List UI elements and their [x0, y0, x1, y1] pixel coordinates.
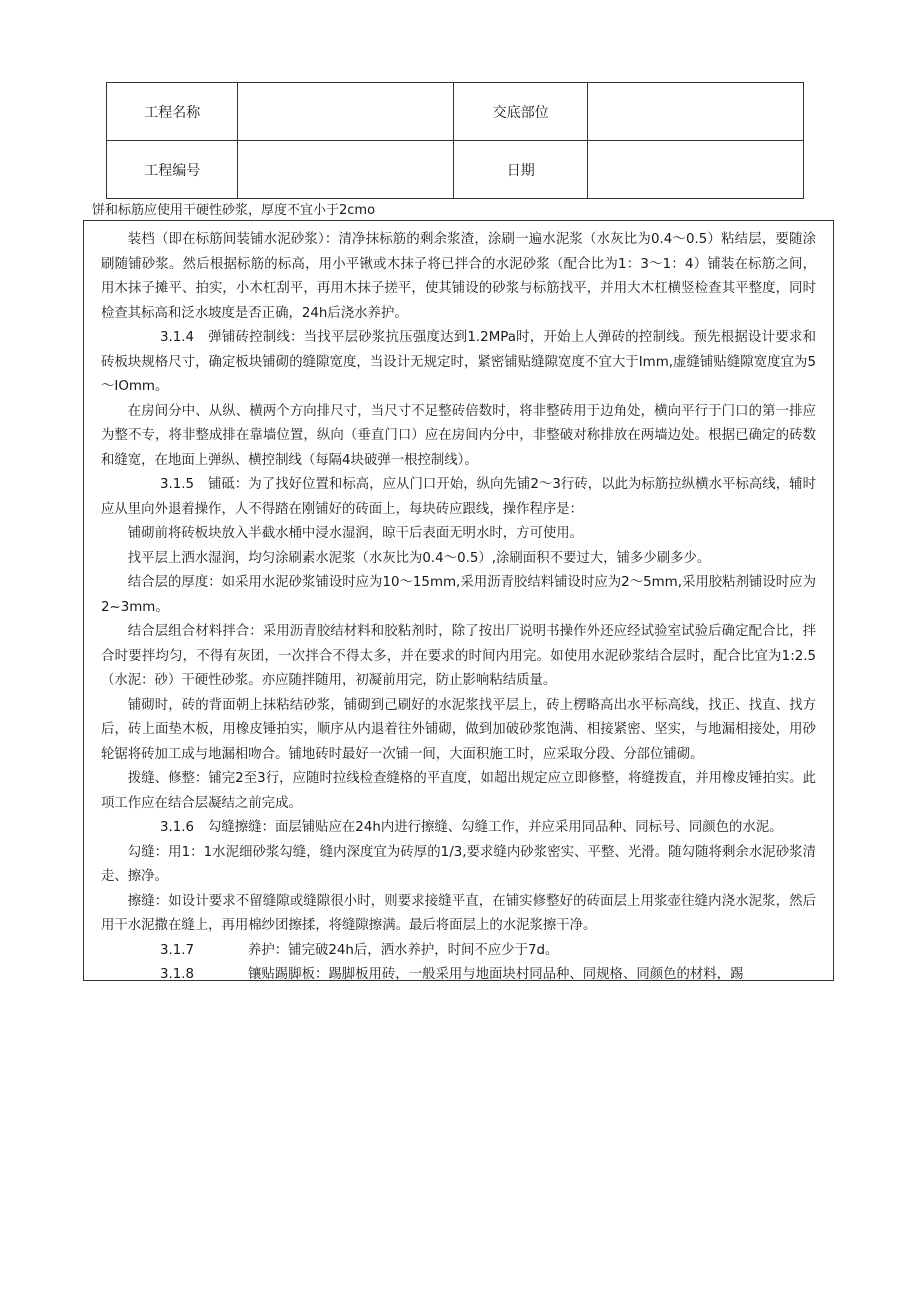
paragraph-text: 养护：铺完破24h后，洒水养护，时间不应少于7d。: [248, 942, 559, 958]
paragraph-text: 拨缝、修整：铺完2至3行，应随时拉线检查缝格的平直度，如超出规定应立即修整，将缝拨直，并用橡皮锤拍实。此项工作应在结合层凝结之前完成。: [101, 771, 816, 811]
paragraph: [101, 767, 816, 816]
paragraph: [101, 816, 816, 841]
header-row-1: [107, 83, 804, 141]
handover-part-label: 交底部位: [454, 83, 587, 141]
paragraph: [101, 841, 816, 890]
date-label: 日期: [454, 141, 587, 199]
paragraph: [101, 571, 816, 620]
paragraph-text: 铺砌前将砖板块放入半截水桶中浸水湿润，晾干后表面无明水时，方可使用。: [127, 526, 584, 541]
paragraph-text: 结合层组合材料拌合：采用沥青胶结材料和胶粘剂时，除了按出厂说明书操作外还应经试验室试验后确定配合比，拌合时要拌均匀，不得有灰团，一次拌合不得太多，并在要求的时间内用完。如使用水泥砂浆结合层时，配合比宜为1:2.5（水泥：砂）干硬性砂浆。亦应随拌随用，初凝前用完，防止影响粘结质量。: [101, 624, 816, 688]
paragraph-text: 装档（即在标筋间装铺水泥砂浆）：清净抹标筋的剩余浆渣，涂刷一遍水泥浆（水灰比为0.4～0.5）粘结层，要随涂刷随铺砂浆。然后根据标筋的标高，用小平锹或木抹子将已拌合的水泥砂浆（配合比为1：3～1：4）铺装在标筋之间，用木抹子摊平、拍实，小木杠刮平，再用木抹子搓平，使其铺设的砂浆与标筋找平，并用大木杠横竖检查其平整度，同时检查其标高和泛水坡度是否正确，24h后浇水养护。: [101, 232, 816, 321]
section-number: 3.1.6: [159, 820, 195, 835]
project-number-value: [238, 141, 454, 199]
date-value: [587, 141, 803, 199]
paragraph-text: 擦缝：如设计要求不留缝隙或缝隙很小时，则要求接缝平直，在铺实修整好的砖面层上用浆壶往缝内浇水泥浆，然后用干水泥撒在缝上，再用棉纱团擦揉，将缝隙擦满。最后将面层上的水泥浆擦干净。: [101, 893, 816, 933]
paragraph: [101, 400, 816, 474]
section-number: 3.1.5: [159, 477, 195, 492]
paragraph-text: 找平层上洒水湿润，均匀涂刷素水泥浆（水灰比为0.4～0.5）,涂刷面积不要过大，铺多少刷多少。: [127, 550, 711, 566]
project-name-label: 工程名称: [107, 83, 238, 141]
paragraph: [101, 547, 816, 572]
project-number-label: 工程编号: [107, 141, 238, 199]
content-box: [83, 220, 834, 981]
paragraph: [101, 228, 816, 326]
paragraph: [101, 620, 816, 694]
paragraph: [101, 963, 816, 988]
paragraph: [101, 522, 816, 547]
section-number: 3.1.8: [159, 967, 195, 982]
paragraph-text: 铺砌时，砖的背面朝上抹粘结砂浆，铺砌到己刷好的水泥浆找平层上，砖上楞略高出水平标高线，找正、找直、找方后，砖上面垫木板，用橡皮锤拍实，顺序从内退着往外铺砌，做到加破砂浆饱满、相接紧密、坚实，与地漏相接处，用砂轮锯将砖加工成与地漏相吻合。铺地砖时最好一次铺一间，大面积施工时，应采取分段、分部位铺砌。: [101, 697, 816, 762]
project-name-value: [238, 83, 454, 141]
paragraph-text: 勾缝擦缝：面层铺贴应在24h内进行擦缝、勾缝工作，并应采用同品种、同标号、同颜色的水泥。: [208, 820, 783, 835]
paragraph-text: 在房间分中、从纵、横两个方向排尺寸，当尺寸不足整砖倍数时，将非整砖用于边角处，横向平行于门口的第一排应为整不专，将非整成排在靠墙位置，纵向（垂直门口）应在房间内分中，非整破对称排放在两墙边处。根据已确定的砖数和缝宽，在地面上弹纵、横控制线（每隔4块破弹一根控制线）。: [101, 403, 816, 468]
paragraph-text: 结合层的厚度：如采用水泥砂浆铺设时应为10～15mm,采用沥青胶结料铺设时应为2～5mm,采用胶粘剂铺设时应为2~3mm。: [101, 575, 816, 615]
section-number: 3.1.4: [159, 330, 195, 345]
paragraph: [101, 326, 816, 400]
paragraph-text: 铺砥：为了找好位置和标高，应从门口开始，纵向先铺2～3行砖，以此为标筋拉纵横水平标高线，辅时应从里向外退着操作，人不得踏在刚铺好的砖面上，每块砖应跟线，操作程序是：: [101, 477, 816, 517]
header-row-2: [107, 141, 804, 199]
paragraph: [101, 939, 816, 964]
paragraph: [101, 473, 816, 522]
section-number: 3.1.7: [159, 942, 195, 958]
paragraph: [101, 694, 816, 768]
paragraph-text: 弹铺砖控制线：当找平层砂浆抗压强度达到1.2MPa时，开始上人弹砖的控制线。预先根据设计要求和砖板块规格尺寸，确定板块铺砌的缝隙宽度，当设计无规定时，紧密铺贴缝隙宽度不宜大于Imm,虚缝铺贴缝隙宽度宜为5～IOmm。: [101, 330, 816, 394]
paragraph-text: 镶贴踢脚板：踢脚板用砖，一般采用与地面块村同品种、同规格、同颜色的材料，踢: [248, 967, 744, 982]
paragraph: [101, 890, 816, 939]
paragraph-text: 勾缝：用1：1水泥细砂浆勾缝，缝内深度宜为砖厚的1/3,要求缝内砂浆密实、平整、光滑。随勾随将剩余水泥砂浆清走、擦净。: [101, 844, 816, 884]
header-table: [106, 82, 804, 199]
continuation-line: 饼和标筋应使用干硬性砂浆，厚度不宜小于2cmo: [92, 203, 376, 218]
handover-part-value: [587, 83, 803, 141]
